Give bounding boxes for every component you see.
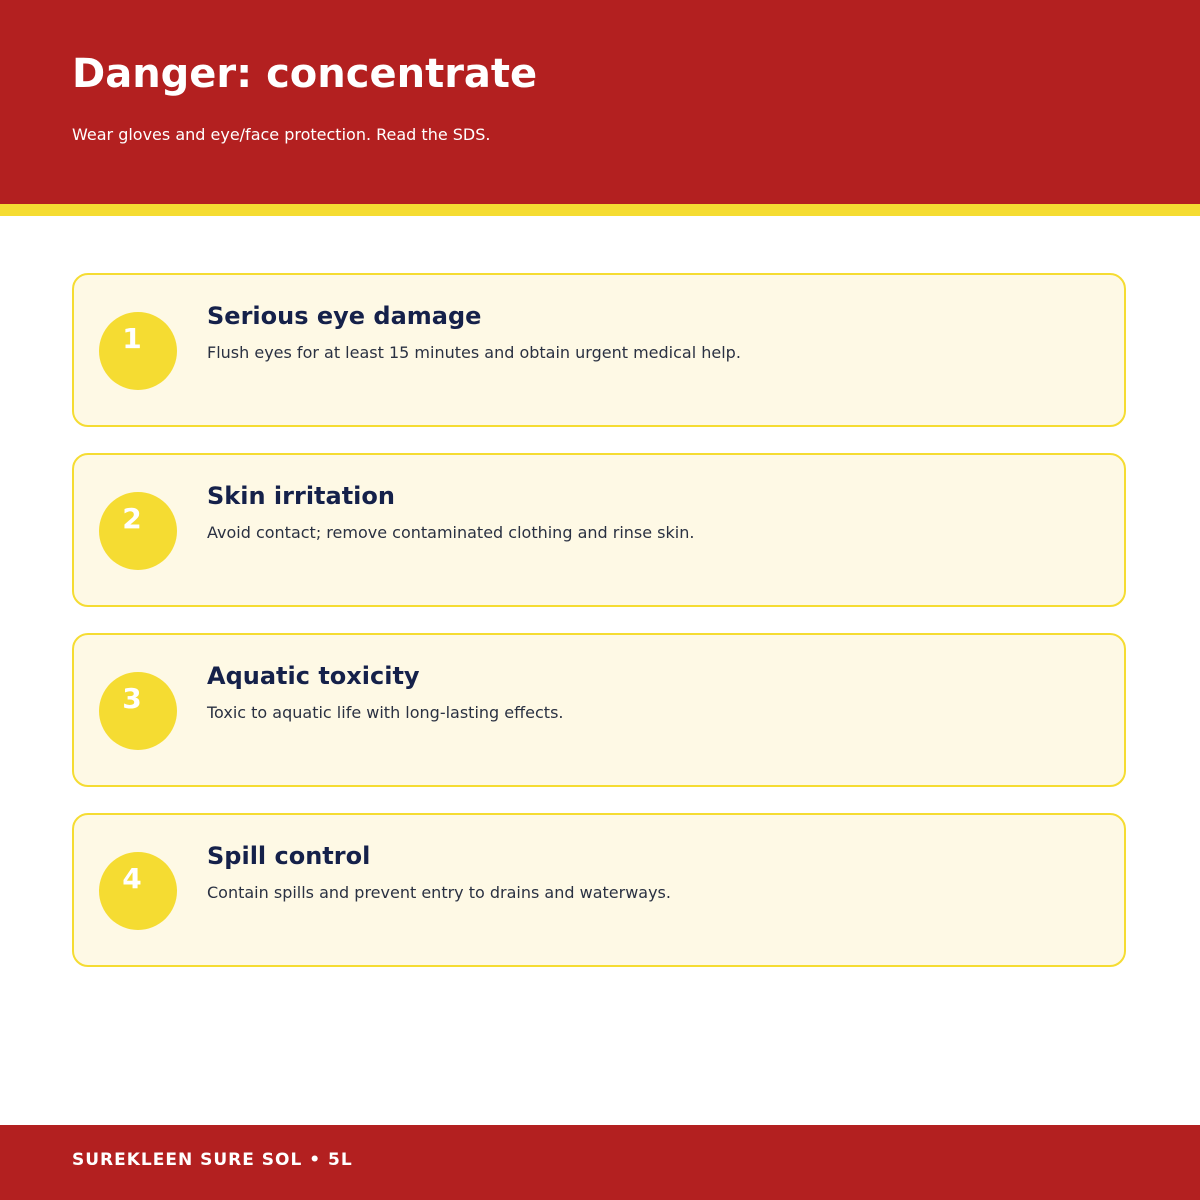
- danger-header: [0, 0, 1200, 204]
- hazard-description: Contain spills and prevent entry to drains and waterways.: [207, 883, 671, 902]
- badge-number: 1: [122, 322, 142, 355]
- warning-stripe: [0, 204, 1200, 216]
- product-name: SUREKLEEN SURE SOL • 5L: [72, 1150, 353, 1170]
- badge-number: 3: [122, 682, 142, 715]
- hazard-description: Flush eyes for at least 15 minutes and obtain urgent medical help.: [207, 343, 741, 362]
- hazard-title: Spill control: [207, 842, 371, 870]
- hazard-title: Skin irritation: [207, 482, 395, 510]
- number-badge: [99, 312, 177, 390]
- hazard-description: Toxic to aquatic life with long-lasting effects.: [207, 703, 564, 722]
- hazard-title: Serious eye damage: [207, 302, 482, 330]
- page-title: Danger: concentrate: [72, 51, 538, 97]
- number-badge: [99, 852, 177, 930]
- hazard-card: [72, 813, 1126, 967]
- page-subtitle: Wear gloves and eye/face protection. Read the SDS.: [72, 125, 491, 144]
- number-badge: [99, 492, 177, 570]
- product-footer: [0, 1125, 1200, 1200]
- hazard-card: [72, 273, 1126, 427]
- hazard-card: [72, 453, 1126, 607]
- badge-number: 4: [122, 862, 142, 895]
- hazard-description: Avoid contact; remove contaminated clothing and rinse skin.: [207, 523, 695, 542]
- badge-number: 2: [122, 502, 142, 535]
- hazard-card: [72, 633, 1126, 787]
- number-badge: [99, 672, 177, 750]
- hazard-title: Aquatic toxicity: [207, 662, 420, 690]
